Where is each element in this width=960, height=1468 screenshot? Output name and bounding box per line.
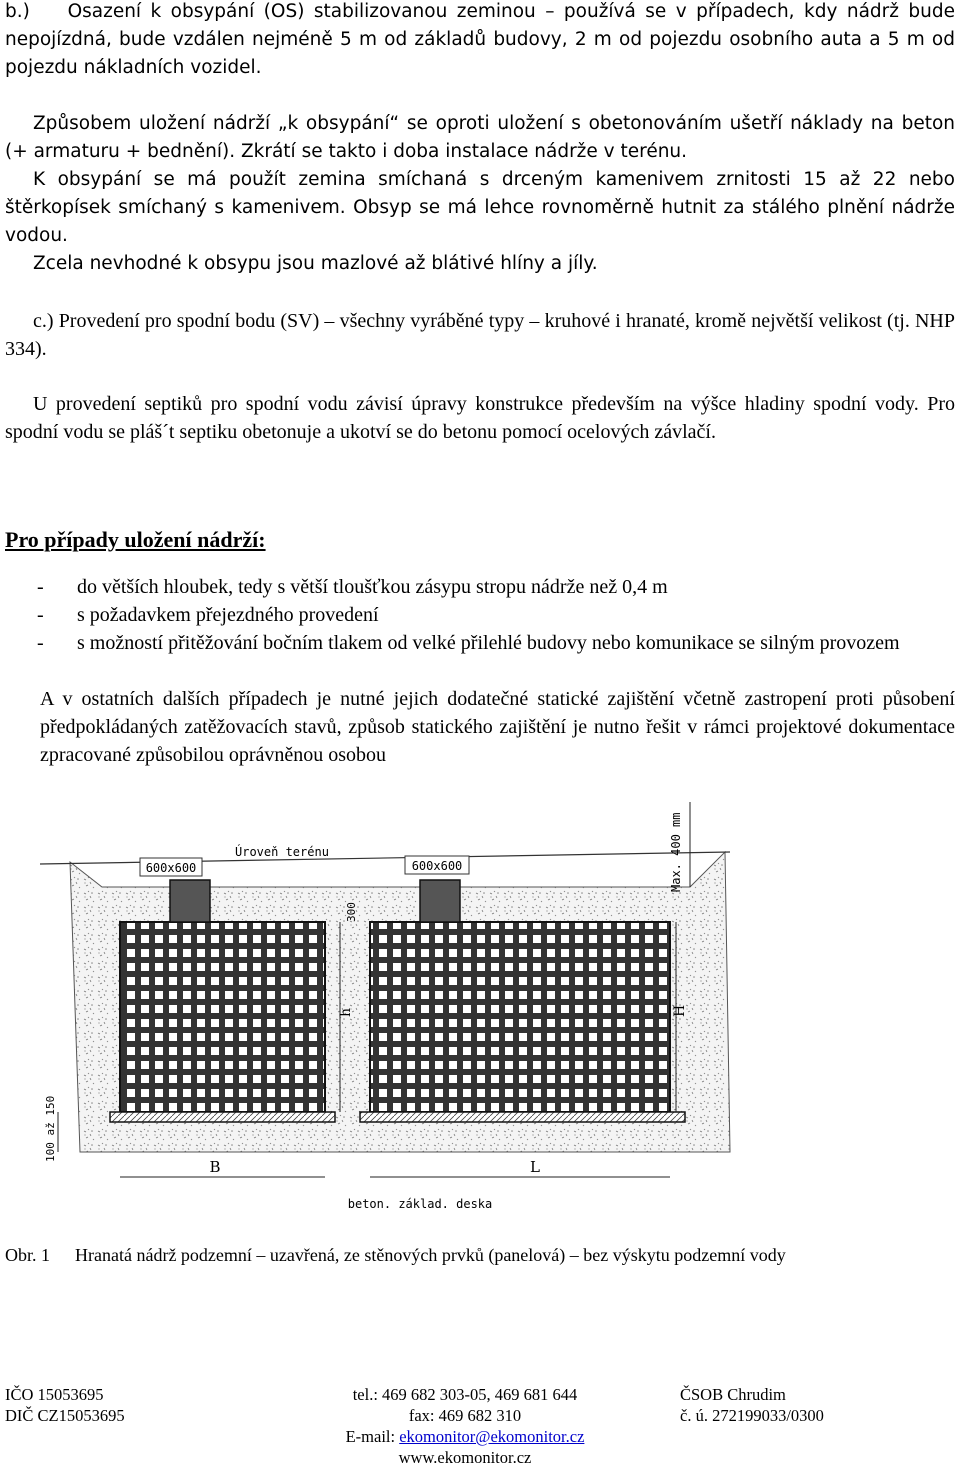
list-dash: - (37, 576, 44, 598)
list-item-text: do větších hloubek, tedy s větší tloušťkou zásypu stropu nádrže než 0,4 m (77, 576, 668, 598)
height-H-label: H (672, 1004, 688, 1017)
width-B-label: B (209, 1158, 221, 1176)
paragraph-b-intro: b.) Osazení k obsypání (OS) stabilizovanou zeminou – používá se v případech, kdy nádrž bude nepojízdná, bude vzdálen nejméně 5 m od základů budovy, 2 m od pojezdu osobního auta a 5 m od pojezdu nákladních vozidel. (5, 1, 955, 78)
depth-label: 300 (345, 902, 358, 922)
footer-ico: IČO 15053695 (5, 1385, 104, 1404)
max-depth-label: Max. 400 mm (669, 812, 683, 892)
paragraph-other-cases: A v ostatních dalších případech je nutné jejich dodatečné statické zajištění včetně zastropení proti působení předpokládaných zatěžovacích stavů, způsob statického zajištění je nutno řešit v rámci projektové dokumentace zpracované způsobilou oprávněnou osobou (40, 688, 955, 766)
footer-web[interactable]: www.ekomonitor.cz (398, 1448, 532, 1467)
footer-email-link[interactable]: ekomonitor@ekomonitor.cz (399, 1427, 585, 1446)
manhole-left-label: 600x600 (145, 861, 197, 875)
footer-account: č. ú. 272199033/0300 (680, 1406, 824, 1425)
figure-caption-text: Hranatá nádrž podzemní – uzavřená, ze stěnových prvků (panelová) – bez výskytu podzemní vody (75, 1245, 786, 1265)
length-L-label: L (530, 1158, 540, 1176)
list-item-text: s požadavkem přejezdného provedení (77, 604, 379, 626)
list-dash: - (37, 604, 44, 626)
paragraph-b-unsuitable: Zcela nevhodné k obsypu jsou mazlové až blátivé hlíny a jíly. (33, 253, 598, 274)
figure-number: Obr. 1 (5, 1245, 50, 1265)
list-item (0, 601, 955, 629)
paragraph-c-intro: c.) Provedení pro spodní bodu (SV) – všechny vyráběné typy – kruhové i hranaté, kromě největší velikost (tj. NHP 334). (5, 310, 955, 360)
footer-fax: fax: 469 682 310 (408, 1406, 522, 1425)
manhole-right-label: 600x600 (411, 859, 463, 873)
tank-diagram (40, 792, 740, 1222)
ground-level-label: Úroveň terénu (235, 845, 329, 859)
figure-caption (5, 1245, 786, 1266)
footer-dic: DIČ CZ15053695 (5, 1406, 125, 1425)
footer-tel: tel.: 469 682 303-05, 469 681 644 (352, 1385, 578, 1404)
paragraph-b-method: Způsobem uložení nádrží „k obsypání“ se oproti uložení s obetonováním ušetří náklady na beton (+ armaturu + bednění). Zkrátí se takto i doba instalace nádrže v terénu. (5, 113, 955, 162)
footer-email-line (300, 1426, 630, 1447)
list-item (0, 629, 955, 657)
section-heading: Pro případy uložení nádrží: (5, 527, 266, 552)
list-item-text: s možností přitěžování bočním tlakem od velké přilehlé budovy nebo komunikace se silným provozem (77, 632, 900, 654)
list-item (0, 573, 955, 601)
paragraph-c-groundwater: U provedení septiků pro spodní vodu závisí úpravy konstrukce především na výšce hladiny spodní vody. Pro spodní vodu se pláš´t septiku obetonuje a ukotví se do betonu pomocí ocelových závlačí. (5, 393, 955, 443)
paragraph-b-material: K obsypání se má použít zemina smíchaná s drceným kamenivem zrnitosti 15 až 22 nebo štěrkopísek smíchaný s kamenivem. Obsyp se má lehce rovnoměrně hutnit za stálého plnění nádrže vodou. (5, 169, 955, 246)
footer-email-label: E-mail: (345, 1427, 400, 1446)
footer-bank: ČSOB Chrudim (680, 1385, 786, 1404)
list-dash: - (37, 632, 44, 654)
requirements-list (0, 573, 955, 657)
base-slab-label: beton. základ. deska (347, 1197, 493, 1211)
height-h-label: h (338, 1007, 354, 1017)
slab-thickness-label: 100 až 150 (44, 1095, 57, 1162)
